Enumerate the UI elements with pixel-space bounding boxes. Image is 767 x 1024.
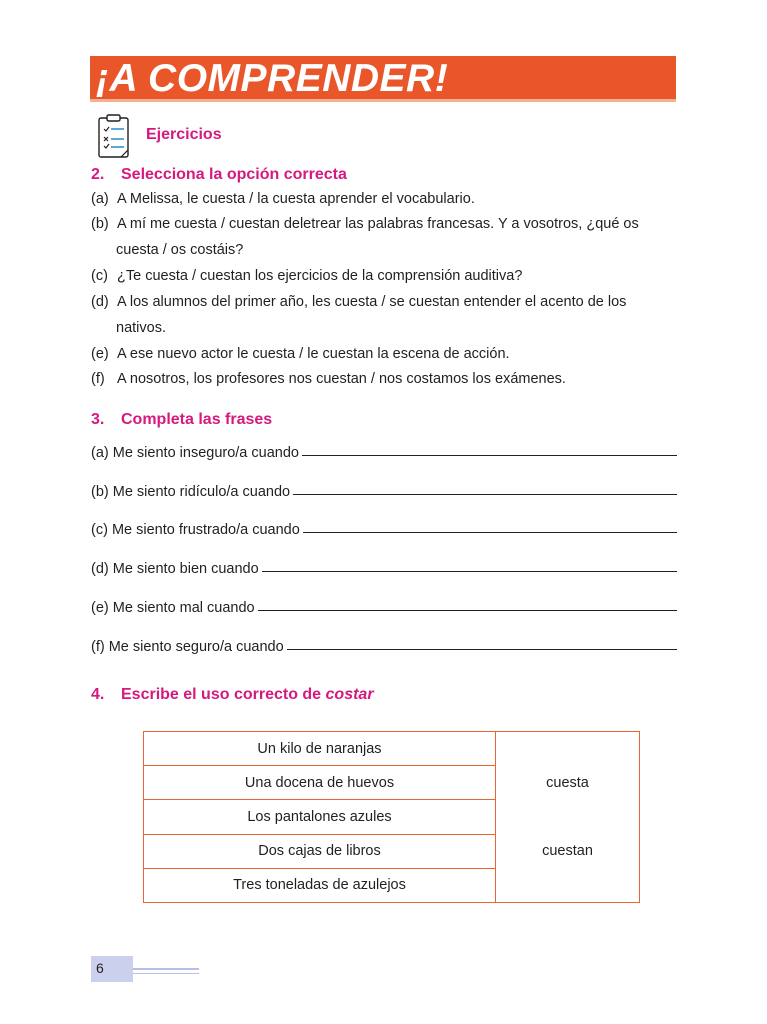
item-text: A nosotros, los profesores nos cuestan / nos costamos los exámenes. bbox=[117, 371, 566, 387]
item-index: (f) bbox=[91, 371, 105, 387]
fill-in-row bbox=[91, 592, 677, 616]
fill-in-row bbox=[91, 514, 677, 538]
table-cell: Tres toneladas de azulejos bbox=[144, 868, 496, 902]
options-cell bbox=[496, 732, 640, 903]
section-4-title bbox=[91, 686, 374, 704]
clipboard-checklist-icon bbox=[97, 113, 130, 159]
item-text-continued: cuesta / os costáis? bbox=[116, 242, 244, 258]
item-text: A ese nuevo actor le cuesta / le cuestan la escena de acción. bbox=[117, 346, 510, 362]
section-3-heading: Completa las frases bbox=[121, 411, 273, 428]
table-cell: Un kilo de naranjas bbox=[144, 732, 496, 766]
footer-rule bbox=[133, 968, 199, 970]
section-2-heading: Selecciona la opción correcta bbox=[121, 166, 347, 183]
fill-in-prompt: (b) Me siento ridículo/a cuando bbox=[91, 484, 291, 500]
item-text: ¿Te cuesta / cuestan los ejercicios de la comprensión auditiva? bbox=[117, 268, 523, 284]
list-item bbox=[91, 367, 566, 392]
answer-line[interactable] bbox=[303, 532, 677, 533]
footer-rule bbox=[133, 973, 199, 974]
section-4-number: 4. bbox=[91, 686, 105, 703]
list-item bbox=[91, 264, 522, 289]
answer-line[interactable] bbox=[302, 455, 677, 456]
fill-in-prompt: (f) Me siento seguro/a cuando bbox=[91, 639, 284, 655]
item-text: A Melissa, le cuesta / la cuesta aprender el vocabulario. bbox=[117, 191, 475, 207]
item-index: (a) bbox=[91, 191, 109, 207]
section-4-heading-italic: costar bbox=[325, 686, 374, 703]
section-2-number: 2. bbox=[91, 166, 105, 183]
fill-in-row bbox=[91, 631, 677, 655]
list-item bbox=[91, 187, 475, 212]
item-text: A los alumnos del primer año, les cuesta / se cuestan entender el acento de los bbox=[117, 294, 627, 310]
option-cuestan: cuestan bbox=[542, 843, 593, 859]
fill-in-prompt: (c) Me siento frustrado/a cuando bbox=[91, 522, 300, 538]
fill-in-row bbox=[91, 553, 677, 577]
list-item bbox=[91, 342, 510, 367]
answer-line[interactable] bbox=[287, 649, 677, 650]
answer-line[interactable] bbox=[262, 571, 677, 572]
page-title: ¡A COMPRENDER! bbox=[96, 57, 449, 100]
section-4-heading: Escribe el uso correcto de bbox=[121, 686, 326, 703]
list-item bbox=[91, 290, 626, 315]
item-text: A mí me cuesta / cuestan deletrear las palabras francesas. Y a vosotros, ¿qué os bbox=[117, 216, 639, 232]
item-index: (b) bbox=[91, 216, 109, 232]
section-3-title bbox=[91, 411, 272, 429]
exercises-label: Ejercicios bbox=[146, 126, 222, 143]
table-cell: Una docena de huevos bbox=[144, 766, 496, 800]
fill-in-row bbox=[91, 437, 677, 461]
item-index: (d) bbox=[91, 294, 109, 310]
title-banner bbox=[90, 56, 676, 102]
item-index: (c) bbox=[91, 268, 108, 284]
page-number: 6 bbox=[96, 960, 104, 976]
section-2-title bbox=[91, 166, 347, 184]
fill-in-prompt: (a) Me siento inseguro/a cuando bbox=[91, 445, 299, 461]
list-item bbox=[91, 212, 639, 237]
costar-matching-table bbox=[143, 731, 640, 903]
answer-line[interactable] bbox=[258, 610, 677, 611]
item-text-continued: nativos. bbox=[116, 320, 166, 336]
fill-in-prompt: (d) Me siento bien cuando bbox=[91, 561, 259, 577]
fill-in-row bbox=[91, 476, 677, 500]
section-3-number: 3. bbox=[91, 411, 105, 428]
table-cell: Dos cajas de libros bbox=[144, 834, 496, 868]
answer-line[interactable] bbox=[293, 494, 677, 495]
fill-in-prompt: (e) Me siento mal cuando bbox=[91, 600, 255, 616]
option-cuesta: cuesta bbox=[546, 775, 589, 791]
table-cell: Los pantalones azules bbox=[144, 800, 496, 834]
item-index: (e) bbox=[91, 346, 109, 362]
